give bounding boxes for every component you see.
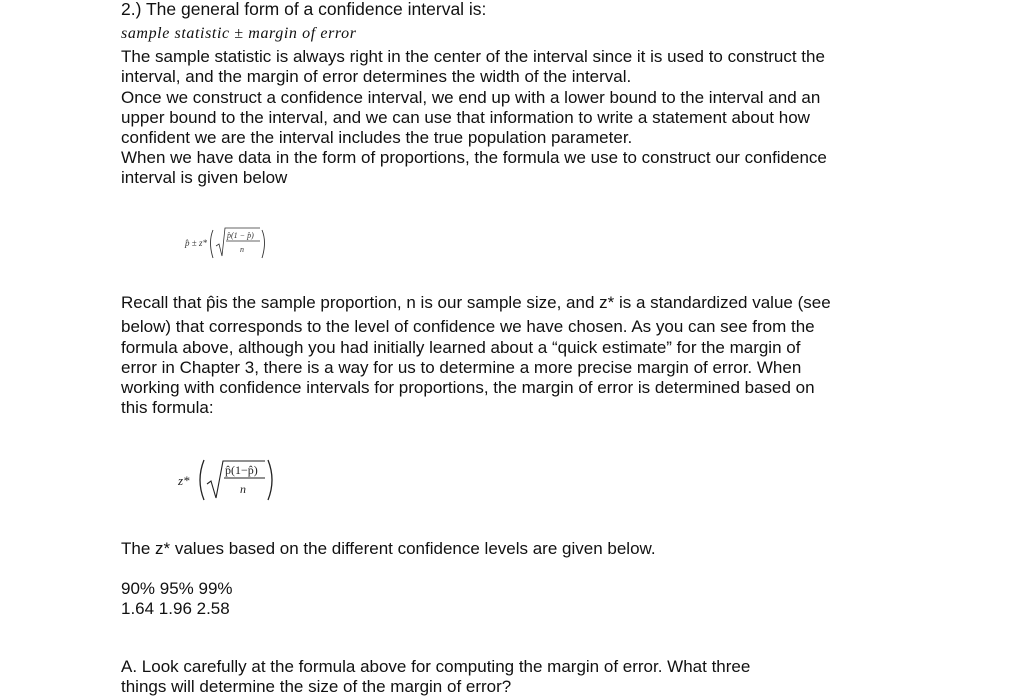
formula1-lead: p̂ ± z* xyxy=(185,238,207,248)
question-a-line: things will determine the size of the margin of error? xyxy=(121,677,512,696)
intro-line: confident we are the interval includes the true population parameter. xyxy=(121,128,633,147)
recall-line: formula above, although you had initially learned about a “quick estimate” for the margin of xyxy=(121,338,801,357)
recall-line: Recall that p̂is the sample proportion, n is our sample size, and z* is a standardized value (see xyxy=(121,293,831,312)
recall-line: error in Chapter 3, there is a way for us to determine a more precise margin of error. When xyxy=(121,358,802,377)
formula2-denominator: n xyxy=(240,482,246,496)
intro-line: upper bound to the interval, and we can use that information to write a statement about how xyxy=(121,108,810,127)
intro-line: The sample statistic is always right in the center of the interval since it is used to construct the xyxy=(121,47,825,66)
recall-line: below) that corresponds to the level of confidence we have chosen. As you can see from the xyxy=(121,317,815,336)
zstar-values-row: 1.64 1.96 2.58 xyxy=(121,599,230,618)
formula1-denominator: n xyxy=(240,245,244,254)
formula-margin-svg xyxy=(174,454,284,506)
general-form-text: sample statistic ± margin of error xyxy=(121,25,357,42)
intro-line: When we have data in the form of proportions, the formula we use to construct our confidence xyxy=(121,148,827,167)
intro-line: interval, and the margin of error determines the width of the interval. xyxy=(121,67,632,86)
proportion-interval-formula xyxy=(180,222,280,264)
intro-line: Once we construct a confidence interval, we end up with a lower bound to the interval and an xyxy=(121,88,821,107)
question-a-line: A. Look carefully at the formula above for computing the margin of error. What three xyxy=(121,657,751,676)
right-paren-icon xyxy=(268,460,272,500)
intro-line: interval is given below xyxy=(121,168,288,187)
formula1-numerator: p̂(1 − p̂) xyxy=(227,231,254,240)
confidence-levels-row: 90% 95% 99% xyxy=(121,579,233,598)
left-paren-icon xyxy=(200,460,204,500)
formula2-numerator: p̂(1−p̂) xyxy=(225,463,258,477)
zstar-intro: The z* values based on the different confidence levels are given below. xyxy=(121,539,656,558)
left-paren-icon xyxy=(211,230,214,258)
right-paren-icon xyxy=(262,230,265,258)
recall-line: this formula: xyxy=(121,398,214,417)
formula-proportion-svg xyxy=(180,222,280,264)
recall-line: working with confidence intervals for proportions, the margin of error is determined based on xyxy=(121,378,815,397)
section-heading: 2.) The general form of a confidence interval is: xyxy=(121,0,487,19)
formula2-lead: z* xyxy=(178,473,190,488)
margin-of-error-formula xyxy=(174,454,284,506)
